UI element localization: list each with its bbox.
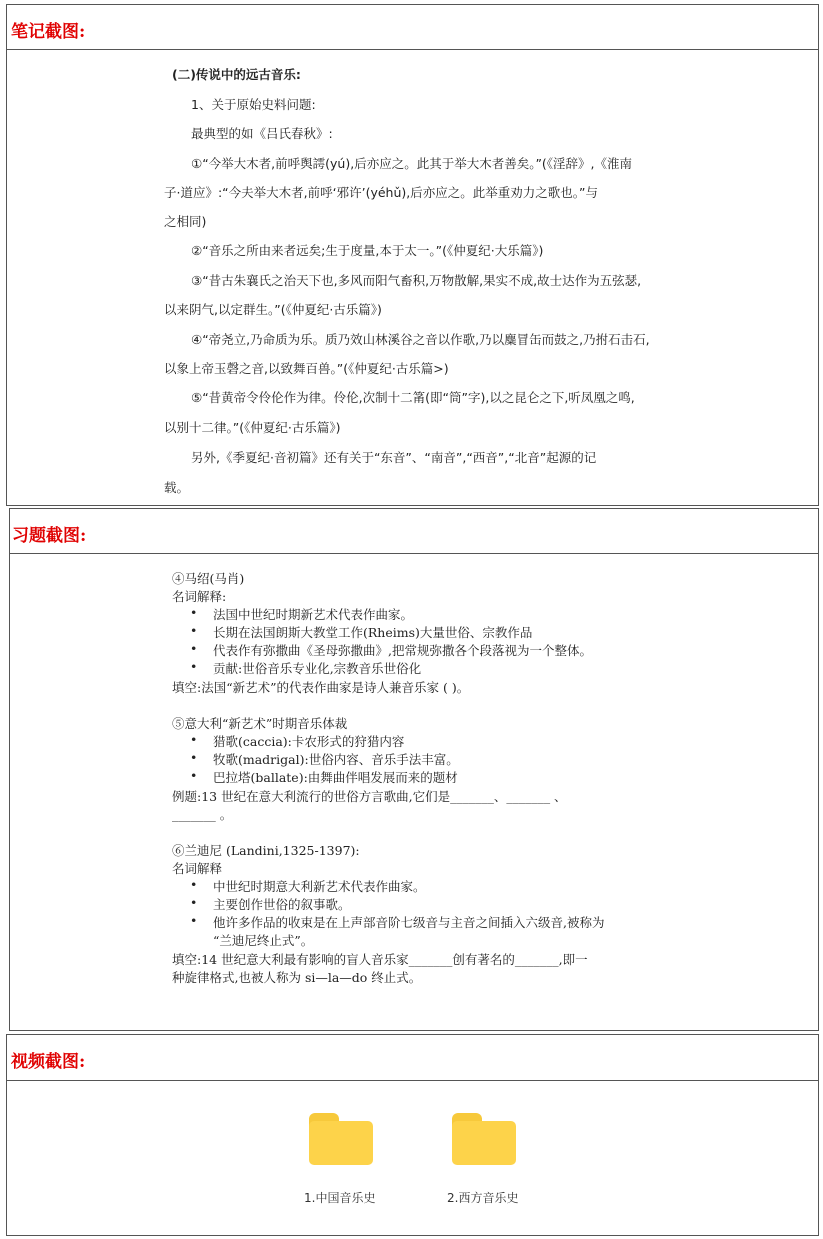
notes-line: ④“帝尧立,乃命质为乐。质乃效山林溪谷之音以作歌,乃以麋冒缶而鼓之,乃拊石击石, (191, 332, 650, 347)
exercise-line: 主要创作世俗的叙事歌。 (213, 897, 351, 912)
folder-icon[interactable] (452, 1113, 516, 1165)
exercise-line: 他许多作品的收束是在上声部音阶七级音与主音之间插入六级音,被称为 (213, 915, 605, 930)
exercise-line: 填空:法国“新艺术”的代表作曲家是诗人兼音乐家 ( )。 (172, 680, 470, 695)
bullet-icon: • (190, 732, 198, 747)
notes-panel (6, 49, 819, 506)
exercise-line: ⑤意大利“新艺术”时期音乐体裁 (172, 716, 348, 731)
exercise-header (9, 508, 819, 554)
exercise-line: 法国中世纪时期新艺术代表作曲家。 (213, 607, 414, 622)
video-header (6, 1034, 819, 1081)
exercise-line: 种旋律格式,也被人称为 si—la—do 终止式。 (172, 970, 422, 985)
exercise-line: 名词解释: (172, 589, 227, 604)
bullet-icon: • (190, 659, 198, 674)
notes-line: 之相同) (164, 214, 207, 229)
bullet-icon: • (190, 623, 198, 638)
bullet-icon: • (190, 605, 198, 620)
video-panel (6, 1080, 819, 1236)
video-section-title: 视频截图: (11, 1052, 86, 1072)
notes-line: 1、关于原始史料问题: (191, 97, 316, 112)
notes-heading: (二)传说中的远古音乐: (172, 67, 301, 82)
exercise-line: _______ 。 (172, 807, 233, 822)
bullet-icon: • (190, 641, 198, 656)
exercise-line: 名词解释 (172, 861, 223, 876)
notes-line: ③“昔古朱襄氏之治天下也,多风而阳气畜积,万物散解,果实不成,故士达作为五弦瑟, (191, 273, 642, 288)
notes-line: 以别十二律。”(《仲夏纪·古乐篇》) (164, 420, 341, 435)
notes-line: 以来阴气,以定群生。”(《仲夏纪·古乐篇》) (164, 302, 382, 317)
exercise-line: “兰迪尼终止式”。 (213, 933, 314, 948)
bullet-icon: • (190, 895, 198, 910)
exercise-line: 例题:13 世纪在意大利流行的世俗方言歌曲,它们是_______、_______ 、 (172, 789, 567, 804)
notes-line: 载。 (164, 480, 190, 495)
notes-line: ⑤“昔黄帝令伶伦作为律。伶伦,次制十二筩(即“筒”字),以之昆仑之下,听凤凰之鸣, (191, 390, 635, 405)
notes-header (6, 4, 819, 50)
exercise-line: 长期在法国朗斯大教堂工作(Rheims)大量世俗、宗教作品 (213, 625, 533, 640)
notes-line: 另外,《季夏纪·音初篇》还有关于“东音”、“南音”,“西音”,“北音”起源的记 (191, 450, 597, 465)
exercise-line: ④马绍(马肖) (172, 571, 245, 586)
bullet-icon: • (190, 913, 198, 928)
exercise-line: 填空:14 世纪意大利最有影响的盲人音乐家_______创有著名的_______,即一 (172, 952, 588, 967)
exercise-line: 贡献:世俗音乐专业化,宗教音乐世俗化 (213, 661, 422, 676)
notes-line: ①“今举大木者,前呼舆謣(yú),后亦应之。此其于举大木者善矣。”(《淫辞》,《淮南 (191, 156, 633, 171)
exercise-line: 猎歌(caccia):卡农形式的狩猎内容 (213, 734, 405, 749)
folder-label-western-music-history[interactable]: 2.西方音乐史 (447, 1191, 519, 1205)
exercise-line: ⑥兰迪尼 (Landini,1325-1397): (172, 843, 360, 858)
notes-line: 最典型的如《吕氏春秋》: (191, 126, 333, 141)
bullet-icon: • (190, 768, 198, 783)
exercise-line: 巴拉塔(ballate):由舞曲伴唱发展而来的题材 (213, 770, 458, 785)
exercise-line: 代表作有弥撒曲《圣母弥撒曲》,把常规弥撒各个段落视为一个整体。 (213, 643, 592, 658)
notes-line: 子·道应》:“今夫举大木者,前呼‘邪许’(yéhǔ),后亦应之。此举重劝力之歌也。”与 (164, 185, 598, 200)
folder-icon[interactable] (309, 1113, 373, 1165)
exercise-section-title: 习题截图: (12, 526, 87, 546)
exercise-line: 中世纪时期意大利新艺术代表作曲家。 (213, 879, 426, 894)
notes-line: ②“音乐之所由来者远矣;生于度量,本于太一。”(《仲夏纪·大乐篇》) (191, 243, 544, 258)
exercise-line: 牧歌(madrigal):世俗内容、音乐手法丰富。 (213, 752, 459, 767)
notes-line: 以象上帝玉磬之音,以致舞百兽。”(《仲夏纪·古乐篇>) (164, 361, 449, 376)
notes-section-title: 笔记截图: (11, 22, 86, 42)
bullet-icon: • (190, 877, 198, 892)
exercise-panel (9, 553, 819, 1031)
folder-label-chinese-music-history[interactable]: 1.中国音乐史 (304, 1191, 376, 1205)
bullet-icon: • (190, 750, 198, 765)
